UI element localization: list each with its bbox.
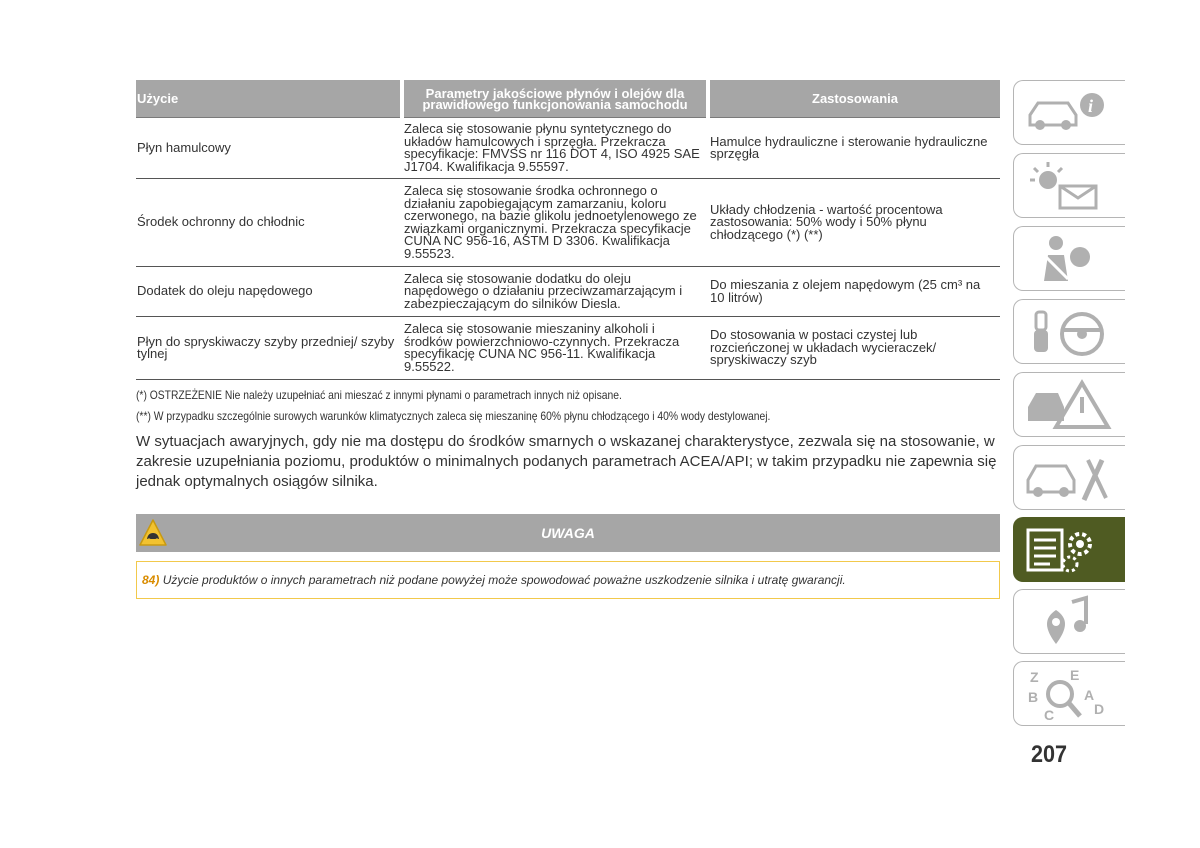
svg-text:B: B: [1028, 689, 1039, 705]
header-applications: Zastosowania: [708, 80, 1000, 118]
row-parameters: Zaleca się stosowanie środka ochronnego o działaniu zapobiegającym zamarzaniu, koloru czerwonego, na bazie glikolu jednoetylenowego ze związkami organicznymi. Przekracza specyfikacje CUNA NC 956-16, ASTM D 3306. Kwalifikacja 9.55523.: [402, 179, 708, 267]
row-application: Układy chłodzenia - wartość procentowa zastosowania: 50% wody i 50% płynu chłodzącego (*) (**): [708, 179, 1000, 267]
tab-car-info[interactable]: [1013, 80, 1125, 145]
row-parameters: Zaleca się stosowanie płynu syntetycznego do układów hamulcowych i sprzęgła. Przekracza specyfikacje: FMVSS nr 116 DOT 4, ISO 4925 SAE J1704. Kwalifikacja 9.55597.: [402, 118, 708, 179]
table-row: [136, 267, 1000, 317]
warning-box: [136, 561, 1000, 599]
footnote-warning: (*) OSTRZEŻENIE Nie należy uzupełniać ani mieszać z innymi płynami o parametrach innych niż opisane.: [136, 388, 622, 402]
svg-text:i: i: [1088, 96, 1094, 116]
row-application: Do stosowania w postaci czystej lub rozcieńczonej w układach wycieraczek/ spryskiwaczy szyb: [708, 317, 1000, 380]
svg-text:E: E: [1070, 667, 1080, 683]
warning-text-line: [142, 573, 846, 587]
row-usage: Środek ochronny do chłodnic: [136, 179, 402, 267]
index-search-icon: [1022, 666, 1118, 722]
header-usage: Użycie: [136, 80, 402, 118]
tab-index[interactable]: [1013, 661, 1125, 726]
tab-emergency[interactable]: [1013, 372, 1125, 437]
car-warning-triangle-icon: [1022, 377, 1118, 433]
table-row: [136, 118, 1000, 179]
svg-text:C: C: [1044, 707, 1055, 722]
page-content: [136, 80, 1000, 587]
header-parameters: Parametry jakościowe płynów i olejów dla prawidłowego funkcjonowania samochodu: [402, 80, 708, 118]
svg-text:D: D: [1094, 701, 1105, 717]
tab-lights-message[interactable]: [1013, 153, 1125, 218]
multimedia-music-icon: [1022, 594, 1118, 650]
fluids-spec-table: [136, 80, 1000, 380]
car-maintenance-icon: [1022, 450, 1118, 506]
tab-maintenance[interactable]: [1013, 445, 1125, 510]
row-usage: Płyn hamulcowy: [136, 118, 402, 179]
technical-data-gear-icon: [1022, 522, 1118, 578]
tab-multimedia[interactable]: [1013, 589, 1125, 654]
warning-title: UWAGA: [541, 525, 595, 541]
tab-safety[interactable]: [1013, 226, 1125, 291]
table-row: [136, 317, 1000, 380]
svg-text:A: A: [1084, 687, 1095, 703]
svg-text:Z: Z: [1030, 669, 1039, 685]
warning-ref: 84): [142, 573, 160, 587]
footnote-climate: (**) W przypadku szczególnie surowych warunków klimatycznych zaleca się mieszaninę 60% płynu chłodzącego i 40% wody destylowanej.: [136, 409, 771, 423]
emergency-paragraph: W sytuacjach awaryjnych, gdy nie ma dostępu do środków smarnych o wskazanej charakterystyce, zezwala się na stosowanie, w zakresie uzupełniania poziomu, produktów o minimalnych podanych parametrach ACEA/API; w takim przypadku nie zapewnia się jednak optymalnych osiągów silnika.: [136, 433, 997, 490]
key-steering-wheel-icon: [1022, 304, 1118, 360]
row-parameters: Zaleca się stosowanie dodatku do oleju napędowego o działaniu przeciwzamarzającym i zabezpieczającym do silników Diesla.: [402, 267, 708, 317]
row-application: Do mieszania z olejem napędowym (25 cm³ na 10 litrów): [708, 267, 1000, 317]
safety-airbag-icon: [1022, 231, 1118, 287]
row-parameters: Zaleca się stosowanie mieszaniny alkoholi i środków powierzchniowo-czynnych. Przekracza specyfikację CUNA NC 956-11. Kwalifikacja 9.55522.: [402, 317, 708, 380]
tab-technical-data[interactable]: [1013, 517, 1125, 582]
table-header-row: [136, 80, 1000, 118]
page-number: 207: [1031, 741, 1068, 768]
row-application: Hamulce hydrauliczne i sterowanie hydrauliczne sprzęgła: [708, 118, 1000, 179]
table-row: [136, 179, 1000, 267]
tab-steering[interactable]: [1013, 299, 1125, 364]
row-usage: Płyn do spryskiwaczy szyby przedniej/ szyby tylnej: [136, 317, 402, 380]
car-info-icon: [1022, 85, 1118, 141]
row-usage: Dodatek do oleju napędowego: [136, 267, 402, 317]
lights-message-icon: [1022, 158, 1118, 214]
warning-text: Użycie produktów o innych parametrach niż podane powyżej może spowodować poważne uszkodzenie silnika i utratę gwarancji.: [162, 573, 846, 587]
warning-header: [136, 514, 1000, 552]
